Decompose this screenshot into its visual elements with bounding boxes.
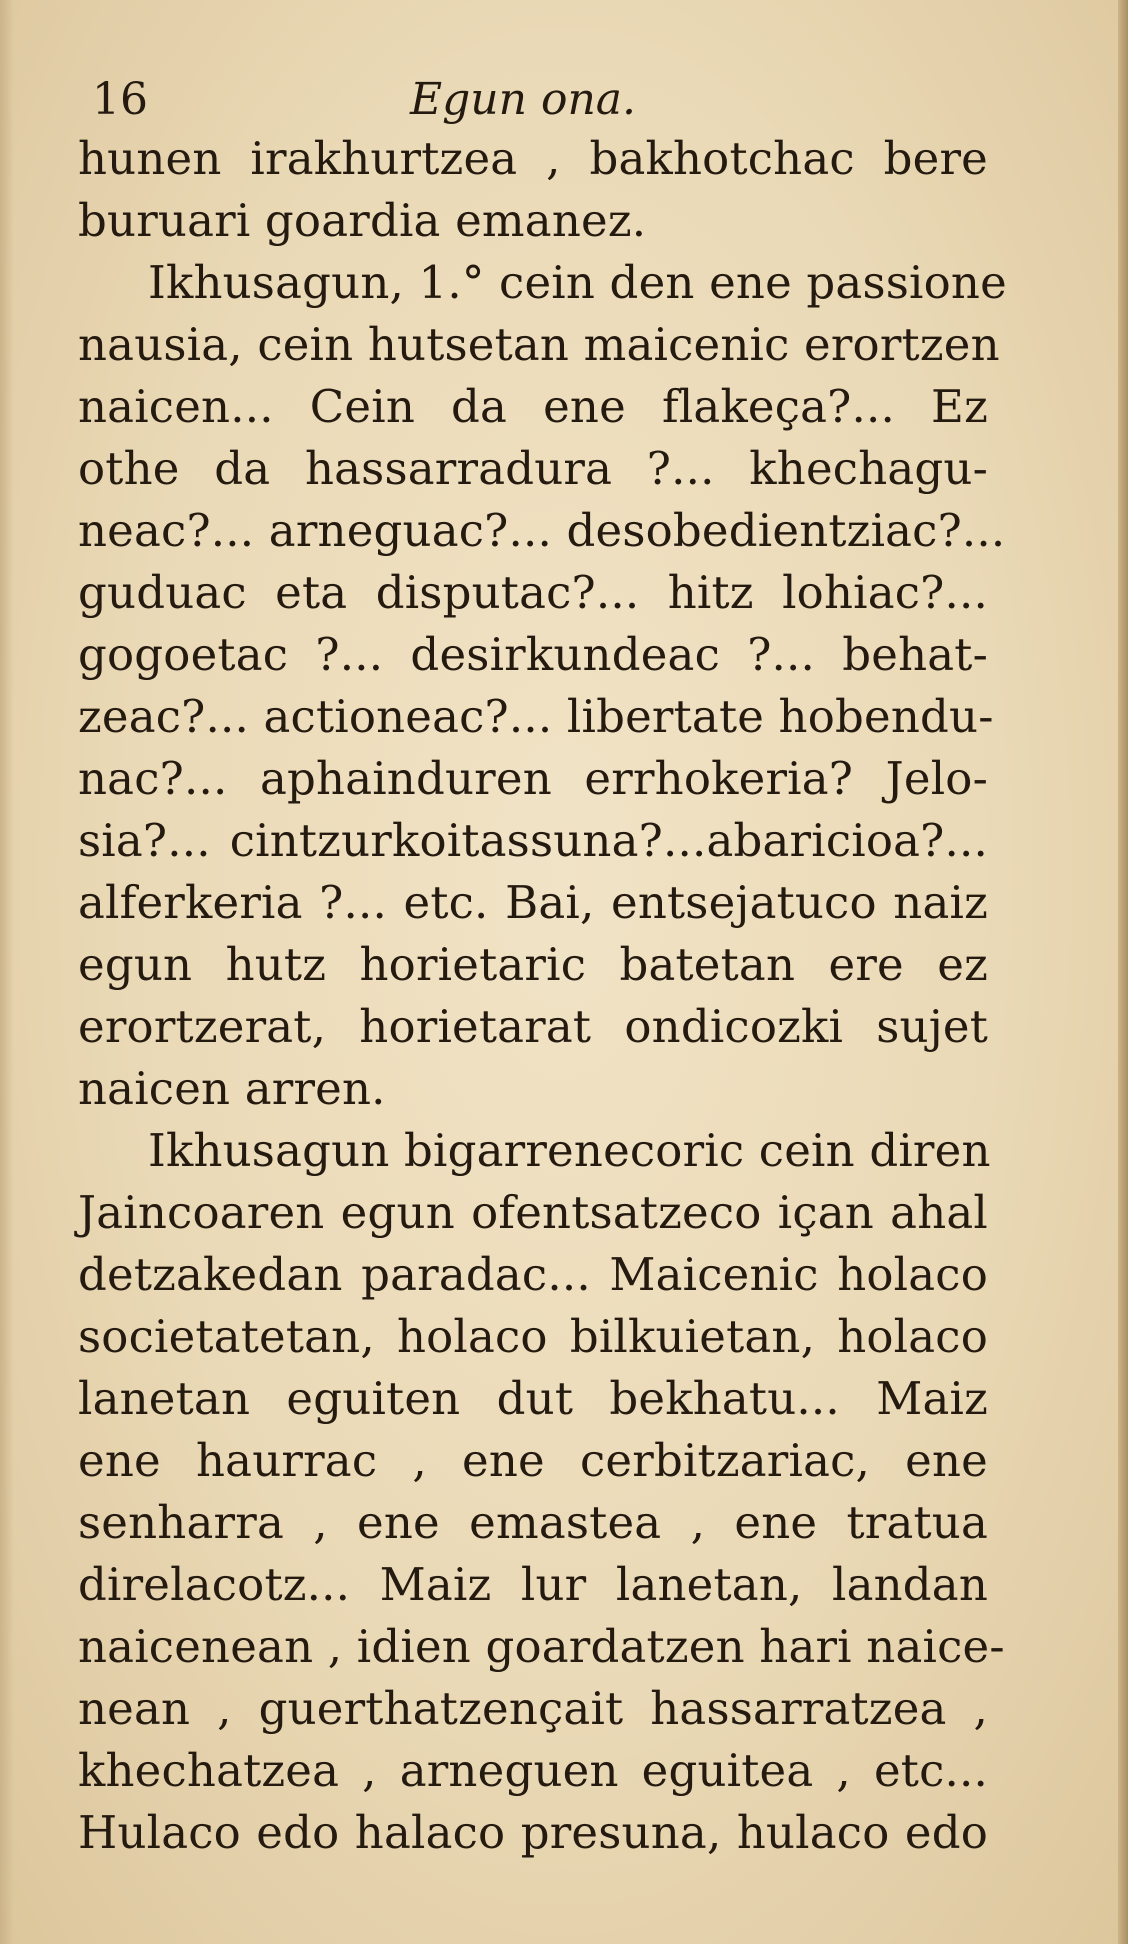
text-line: guduac eta disputac?... hitz lohiac?... (78, 566, 988, 619)
page-number: 16 (92, 74, 148, 125)
text-line: khechatzea , arneguen eguitea , etc... (78, 1744, 988, 1797)
text-line: erortzerat, horietarat ondicozki sujet (78, 1000, 988, 1053)
text-line: neac?... arneguac?... desobedientziac?... (78, 504, 1006, 557)
text-line: ene haurrac , ene cerbitzariac, ene (78, 1434, 988, 1487)
text-line: nausia, cein hutsetan maicenic erortzen (78, 318, 1000, 371)
body-text (78, 128, 1007, 1864)
text-line: Ikhusagun, 1.° cein den ene passione (148, 256, 1007, 309)
text-line: Ikhusagun bigarrenecoric cein diren (148, 1124, 991, 1177)
page-header (92, 70, 992, 130)
text-line: direlacotz... Maiz lur lanetan, landan (78, 1558, 988, 1611)
text-line: Hulaco edo halaco presuna, hulaco edo (78, 1806, 988, 1859)
text-line: naicen... Cein da ene flakeça?... Ez (78, 380, 988, 433)
running-title: Egun ona. (410, 74, 636, 125)
text-line: alferkeria ?... etc. Bai, entsejatuco naiz (78, 876, 988, 929)
text-line: societatetan, holaco bilkuietan, holaco (78, 1310, 988, 1363)
text-line: detzakedan paradac... Maicenic holaco (78, 1248, 988, 1301)
text-line: lanetan eguiten dut bekhatu... Maiz (78, 1372, 988, 1425)
text-line: senharra , ene emastea , ene tratua (78, 1496, 988, 1549)
text-line: egun hutz horietaric batetan ere ez (78, 938, 988, 991)
text-line: othe da hassarradura ?... khechagu- (78, 442, 988, 495)
text-line: sia?... cintzurkoitassuna?...abaricioa?... (78, 814, 988, 867)
text-line: Jaincoaren egun ofentsatzeco içan ahal (78, 1186, 988, 1239)
text-line: nean , guerthatzençait hassarratzea , (78, 1682, 988, 1735)
text-line: buruari goardia emanez. (78, 194, 647, 247)
page-left-edge (0, 0, 14, 1944)
text-line: nac?... aphainduren errhokeria? Jelo- (78, 752, 988, 805)
text-line: hunen irakhurtzea , bakhotchac bere (78, 132, 988, 185)
text-line: zeac?... actioneac?... libertate hobendu- (78, 690, 994, 743)
text-line: gogoetac ?... desirkundeac ?... behat- (78, 628, 988, 681)
text-line: naicenean , idien goardatzen hari naice- (78, 1620, 1005, 1673)
page-right-edge (1118, 0, 1128, 1944)
text-line: naicen arren. (78, 1062, 386, 1115)
